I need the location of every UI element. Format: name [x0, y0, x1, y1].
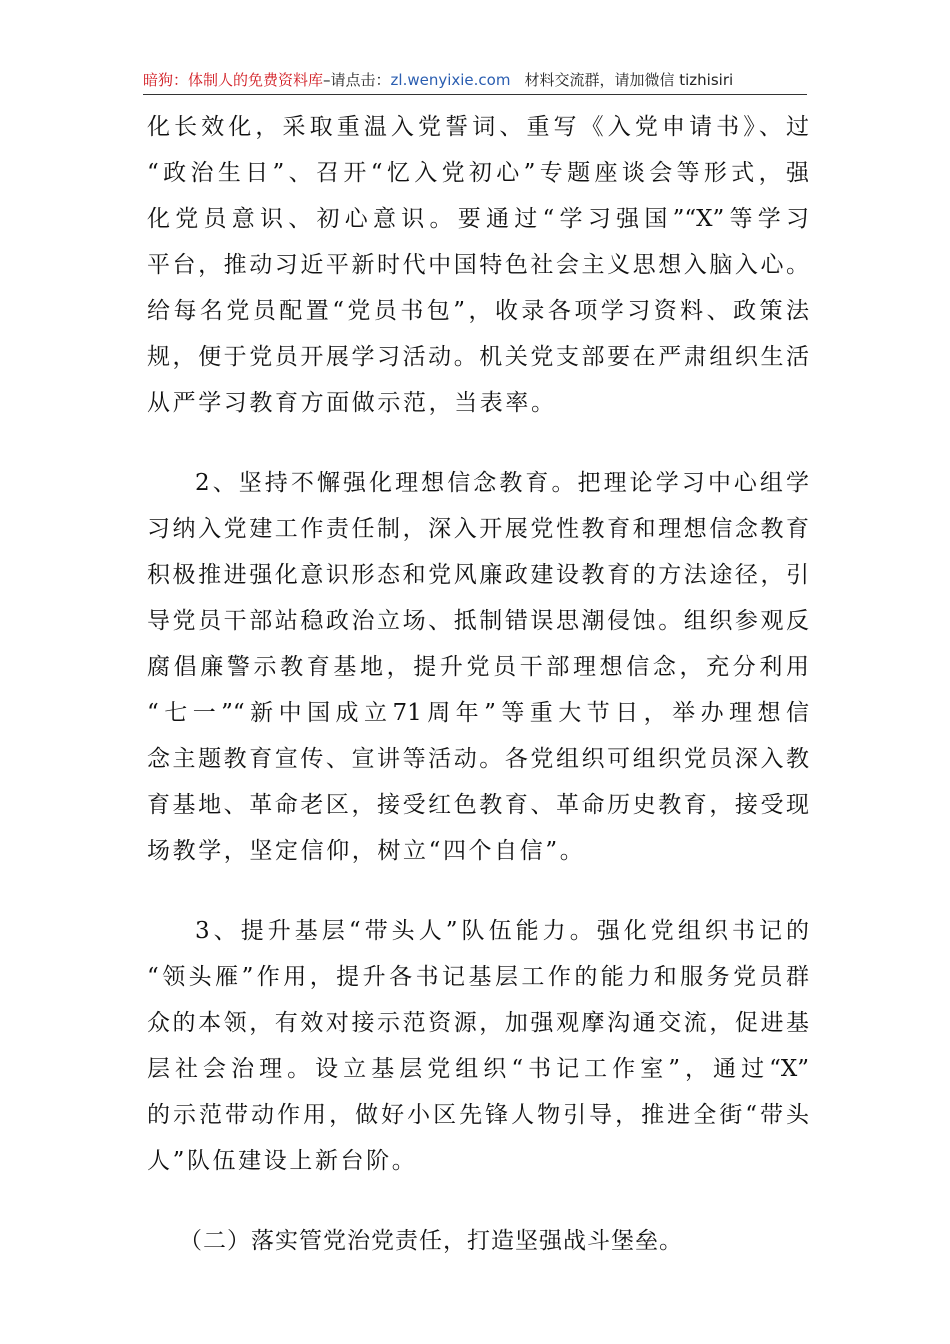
- paragraph-line: “政治生日”、召开“忆入党初心”专题座谈会等形式，强: [147, 160, 809, 186]
- header-prompt: –请点击：: [323, 71, 391, 89]
- paragraph-line: 育基地、革命老区，接受红色教育、革命历史教育，接受现: [147, 792, 809, 818]
- paragraph-line: 层社会治理。设立基层党组织“书记工作室”，通过“X”: [147, 1056, 809, 1082]
- paragraph-3: [147, 908, 809, 1184]
- paragraph-line: “领头雁”作用，提升各书记基层工作的能力和服务党员群: [147, 964, 809, 990]
- document-body: [147, 104, 809, 1264]
- paragraph-line: 导党员干部站稳政治立场、抵制错误思潮侵蚀。组织参观反: [147, 608, 809, 634]
- header-group-note: 材料交流群，请加微信 tizhisiri: [524, 71, 734, 89]
- paragraph-line: 场教学，坚定信仰，树立“四个自信”。: [147, 838, 586, 864]
- paragraph-2: [147, 460, 809, 874]
- paragraph-line: 的示范带动作用，做好小区先锋人物引导，推进全街“带头: [147, 1102, 809, 1128]
- paragraph-line: 腐倡廉警示教育基地，提升党员干部理想信念，充分利用: [147, 654, 809, 680]
- paragraph-line: 众的本领，有效对接示范资源，加强观摩沟通交流，促进基: [147, 1010, 809, 1036]
- paragraph-line: 化长效化，采取重温入党誓词、重写《入党申请书》、过: [147, 114, 809, 140]
- paragraph-line: 积极推进强化意识形态和党风廉政建设教育的方法途径，引: [147, 562, 809, 588]
- paragraph-line: 习纳入党建工作责任制，深入开展党性教育和理想信念教育: [147, 516, 809, 542]
- paragraph-line: 给每名党员配置“党员书包”，收录各项学习资料、政策法: [147, 298, 809, 324]
- paragraph-line: 从严学习教育方面做示范，当表率。: [147, 390, 557, 416]
- paragraph-line: 平台，推动习近平新时代中国特色社会主义思想入脑入心。: [147, 252, 809, 278]
- paragraph-line: 3、提升基层“带头人”队伍能力。强化党组织书记的: [195, 918, 809, 944]
- header-url-link[interactable]: zl.wenyixie.com: [390, 71, 511, 89]
- paragraph-line: 人”队伍建设上新台阶。: [147, 1148, 418, 1174]
- paragraph-line: 念主题教育宣传、宣讲等活动。各党组织可组织党员深入教: [147, 746, 809, 772]
- paragraph-line: “七一”“新中国成立71周年”等重大节日，举办理想信: [147, 700, 809, 726]
- paragraph-line: 化党员意识、初心意识。要通过“学习强国”“X”等学习: [147, 206, 809, 232]
- paragraph-1: [147, 104, 809, 426]
- header-divider: [143, 94, 807, 95]
- paragraph-line: 2、坚持不懈强化理想信念教育。把理论学习中心组学: [195, 470, 809, 496]
- header-brand: 暗狗：体制人的免费资料库: [143, 71, 324, 89]
- section-heading: （二）落实管党治党责任，打造坚强战斗堡垒。: [179, 1228, 683, 1254]
- paragraph-line: 规，便于党员开展学习活动。机关党支部要在严肃组织生活: [147, 344, 809, 370]
- page-header: [143, 68, 807, 92]
